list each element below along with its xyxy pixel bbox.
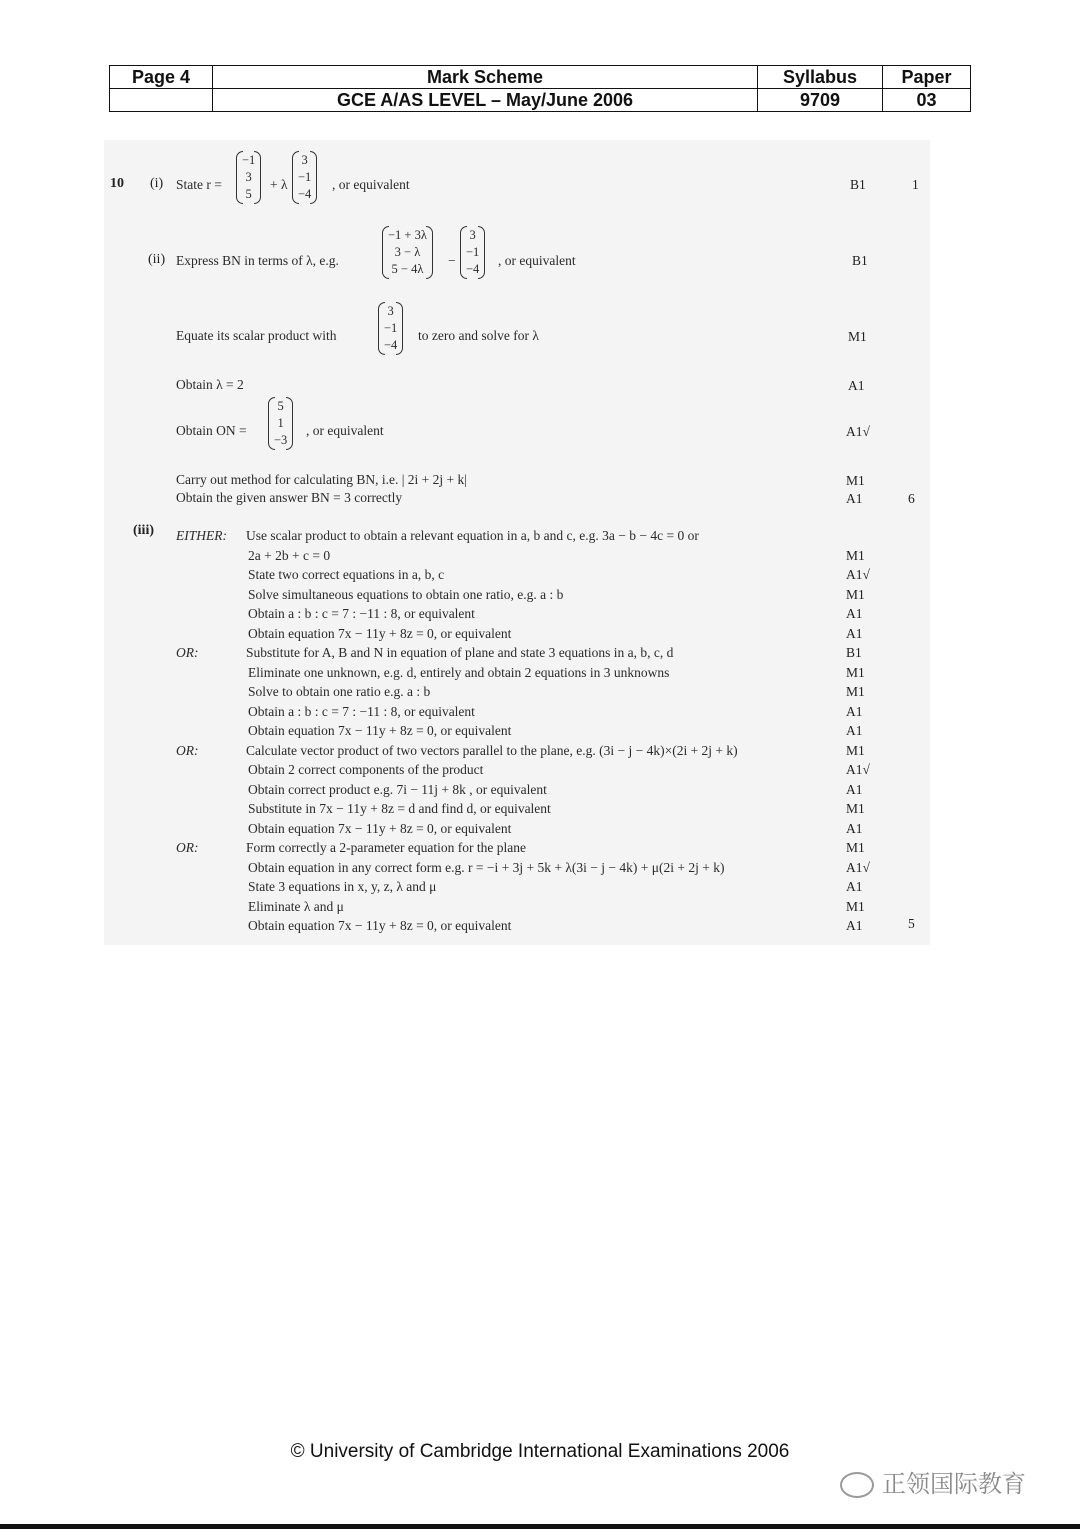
mark-scheme-step: Calculate vector product of two vectors parallel to the plane, e.g. (3i − j − 4k)×(2i + 2j + k) <box>246 743 738 758</box>
mark-code: M1 <box>846 665 865 680</box>
exam-title: GCE A/AS LEVEL – May/June 2006 <box>213 89 758 112</box>
vector-component: −4 <box>298 187 312 201</box>
mark-code: A1 <box>846 606 863 621</box>
vector-component: 1 <box>277 416 284 430</box>
part-iii-label: (iii) <box>133 523 154 538</box>
mark-a1: A1 <box>846 491 863 506</box>
part-ii-carry-text: Carry out method for calculating BN, i.e. | 2i + 2j + k| <box>176 472 467 487</box>
syllabus-code: 9709 <box>758 89 883 112</box>
method-alternative-label: OR: <box>176 743 199 758</box>
mark-b1: B1 <box>850 177 866 192</box>
vector-component: −1 <box>298 170 312 184</box>
vector-component: 3 − λ <box>394 245 421 259</box>
header-empty-cell <box>110 89 213 112</box>
mark-m1: M1 <box>848 329 867 344</box>
part-ii-minus: − <box>448 253 456 268</box>
wechat-icon <box>840 1472 874 1498</box>
mark-code: A1 <box>846 821 863 836</box>
bottom-border <box>0 1524 1080 1529</box>
mark-code: A1 <box>846 879 863 894</box>
mark-code: B1 <box>846 645 862 660</box>
mark-code: M1 <box>846 684 865 699</box>
part-ii-express-vector-a <box>382 226 433 279</box>
header-table <box>109 65 971 112</box>
mark-code: M1 <box>846 548 865 563</box>
mark-code: A1 <box>846 723 863 738</box>
question-number: 10 <box>110 176 124 191</box>
mark-code: M1 <box>846 743 865 758</box>
part-i-plus-lambda: + λ <box>270 177 288 192</box>
watermark-text: 正领国际教育 <box>882 1470 1026 1498</box>
vector-component: −1 <box>242 153 256 167</box>
part-ii-equate-text: Equate its scalar product with <box>176 328 337 343</box>
vector-component: −1 <box>466 245 480 259</box>
paper-label: Paper <box>883 66 971 89</box>
part-ii-equate-suffix: to zero and solve for λ <box>418 328 539 343</box>
part-ii-express-vector-b <box>460 226 485 279</box>
part-ii-equate-vector <box>378 302 403 355</box>
vector-component: 3 <box>301 153 308 167</box>
part-i-suffix: , or equivalent <box>332 177 410 192</box>
mark-scheme-step: Obtain equation 7x − 11y + 8z = 0, or equivalent <box>248 723 512 738</box>
mark-scheme-step: Obtain equation in any correct form e.g. r = −i + 3j + 5k + λ(3i − j − 4k) + μ(2i + 2j + k) <box>248 860 725 875</box>
vector-component: −1 <box>384 321 398 335</box>
document-title: Mark Scheme <box>213 66 758 89</box>
mark-scheme-step: Solve simultaneous equations to obtain one ratio, e.g. a : b <box>248 587 564 602</box>
mark-scheme-step: State 3 equations in x, y, z, λ and μ <box>248 879 437 894</box>
vector-component: 5 <box>277 399 284 413</box>
copyright-footer: © University of Cambridge International Examinations 2006 <box>290 1441 790 1462</box>
mark-scheme-step: Eliminate one unknown, e.g. d, entirely and obtain 2 equations in 3 unknowns <box>248 665 670 680</box>
watermark <box>840 1464 1026 1499</box>
mark-scheme-step: Obtain equation 7x − 11y + 8z = 0, or equivalent <box>248 918 512 933</box>
vector-component: −1 + 3λ <box>388 228 427 242</box>
mark-scheme-step: Obtain equation 7x − 11y + 8z = 0, or equivalent <box>248 626 512 641</box>
part-ii-answer-text: Obtain the given answer BN = 3 correctly <box>176 490 403 505</box>
mark-code: A1 <box>846 704 863 719</box>
part-ii-total: 6 <box>908 491 915 506</box>
part-ii-lambda-text: Obtain λ = 2 <box>176 377 244 392</box>
mark-scheme-step: 2a + 2b + c = 0 <box>248 548 331 563</box>
vector-component: 3 <box>387 304 394 318</box>
mark-scheme-step: Substitute for A, B and N in equation of plane and state 3 equations in a, b, c, d <box>246 645 674 660</box>
part-ii-on-suffix: , or equivalent <box>306 423 384 438</box>
vector-component: −4 <box>384 338 398 352</box>
syllabus-label: Syllabus <box>758 66 883 89</box>
part-iii-total: 5 <box>908 916 915 931</box>
part-i-label: (i) <box>150 176 164 191</box>
mark-a1: A1 <box>848 378 865 393</box>
mark-scheme-step: State two correct equations in a, b, c <box>248 567 445 582</box>
mark-scheme-step: Substitute in 7x − 11y + 8z = d and find d, or equivalent <box>248 801 551 816</box>
part-ii-on-vector <box>268 397 293 450</box>
mark-code: A1√ <box>846 762 870 777</box>
mark-m1: M1 <box>846 473 865 488</box>
vector-component: 3 <box>469 228 476 242</box>
vector-component: 3 <box>245 170 252 184</box>
mark-scheme-step: Obtain correct product e.g. 7i − 11j + 8k , or equivalent <box>248 782 547 797</box>
vector-component: 5 <box>245 187 252 201</box>
mark-scheme-step: Obtain 2 correct components of the product <box>248 762 484 777</box>
mark-code: M1 <box>846 840 865 855</box>
part-ii-express-text: Express BN in terms of λ, e.g. <box>176 253 339 268</box>
vector-component: −3 <box>274 433 288 447</box>
part-ii-on-text: Obtain ON = <box>176 423 247 438</box>
part-i-total: 1 <box>912 177 919 192</box>
mark-code: M1 <box>846 587 865 602</box>
mark-scheme-step: Obtain equation 7x − 11y + 8z = 0, or equivalent <box>248 821 512 836</box>
part-ii-express-suffix: , or equivalent <box>498 253 576 268</box>
mark-scheme-step: Form correctly a 2-parameter equation for the plane <box>246 840 526 855</box>
mark-scheme-step: Solve to obtain one ratio e.g. a : b <box>248 684 431 699</box>
paper-code: 03 <box>883 89 971 112</box>
mark-scheme-step: Obtain a : b : c = 7 : −11 : 8, or equivalent <box>248 606 475 621</box>
mark-scheme-step: Eliminate λ and μ <box>248 899 344 914</box>
part-i-vector-a <box>236 151 261 204</box>
mark-a1-ft: A1√ <box>846 424 870 439</box>
mark-scheme-step: Use scalar product to obtain a relevant equation in a, b and c, e.g. 3a − b − 4c = 0 or <box>246 528 699 543</box>
method-alternative-label: EITHER: <box>176 528 227 543</box>
vector-component: −4 <box>466 262 480 276</box>
mark-b1: B1 <box>852 253 868 268</box>
mark-scheme-step: Obtain a : b : c = 7 : −11 : 8, or equivalent <box>248 704 475 719</box>
page-number: Page 4 <box>110 66 213 89</box>
mark-code: A1 <box>846 918 863 933</box>
part-ii-label: (ii) <box>148 252 166 267</box>
mark-code: A1 <box>846 782 863 797</box>
part-i-vector-b <box>292 151 317 204</box>
method-alternative-label: OR: <box>176 645 199 660</box>
mark-code: M1 <box>846 801 865 816</box>
part-i-text: State r = <box>176 177 222 192</box>
mark-code: A1√ <box>846 860 870 875</box>
mark-code: A1√ <box>846 567 870 582</box>
vector-component: 5 − 4λ <box>391 262 424 276</box>
mark-code: M1 <box>846 899 865 914</box>
mark-code: A1 <box>846 626 863 641</box>
method-alternative-label: OR: <box>176 840 199 855</box>
